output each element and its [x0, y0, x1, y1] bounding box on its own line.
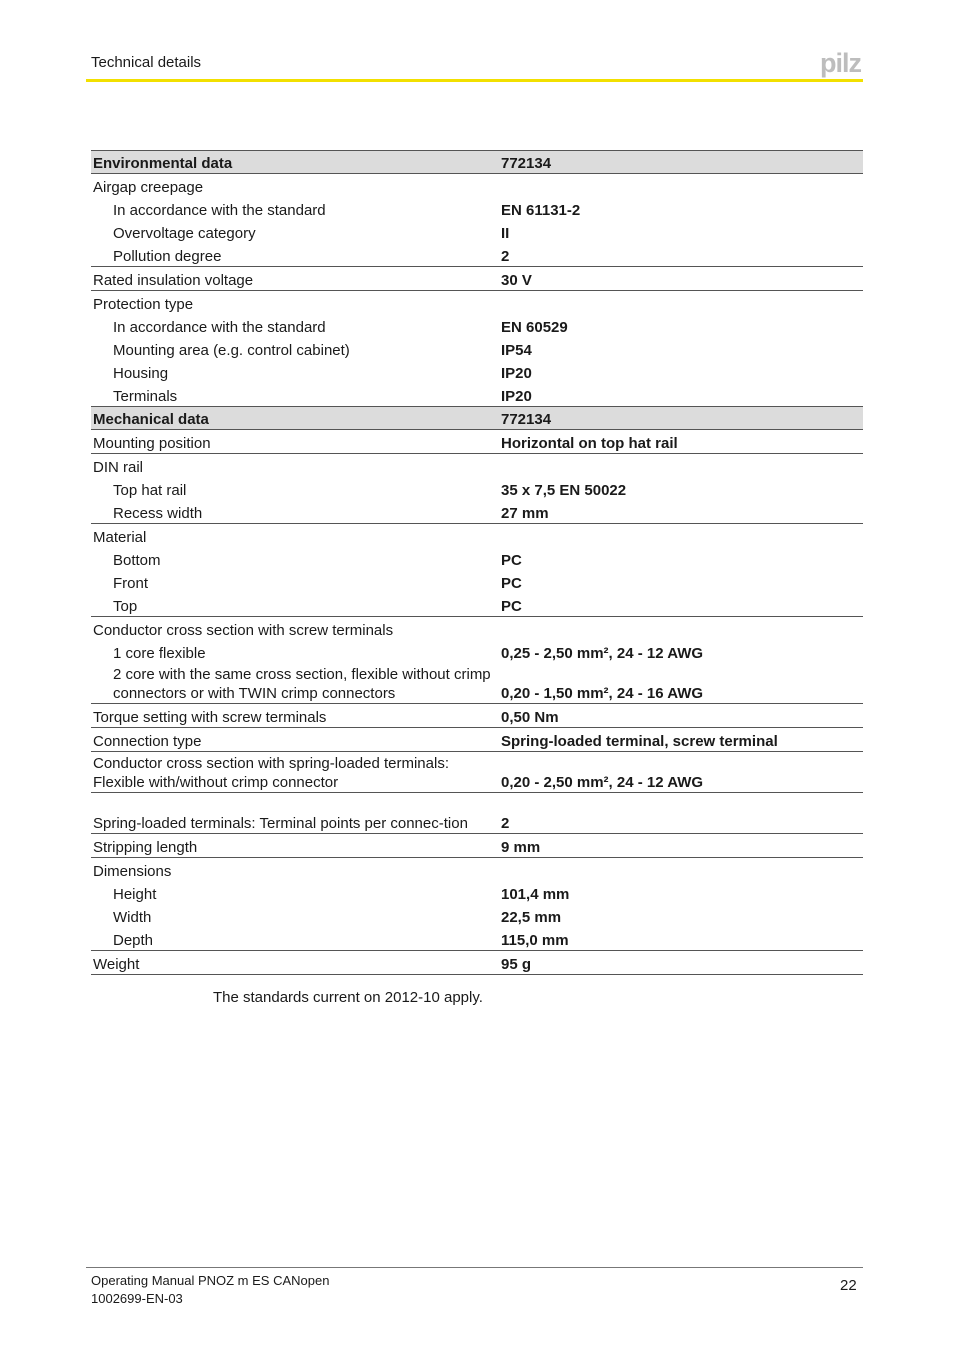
- table-row: [91, 243, 863, 267]
- row-label: Connection type: [91, 728, 499, 752]
- row-value: [499, 524, 863, 548]
- row-label: Conductor cross section with spring-loaded terminals: Flexible with/without crimp connector: [91, 752, 499, 793]
- table-row: [91, 383, 863, 407]
- row-value: 9 mm: [499, 834, 863, 858]
- row-value: 115,0 mm: [501, 932, 569, 949]
- table-row: [91, 752, 863, 793]
- table-row: [91, 291, 863, 315]
- row-label: Spring-loaded terminals: Terminal points per connec-tion: [91, 793, 499, 834]
- table-row: [91, 524, 863, 548]
- table-row: [91, 267, 863, 291]
- row-label: Stripping length: [91, 834, 499, 858]
- row-label: Terminals: [113, 388, 178, 405]
- row-value: 95 g: [499, 951, 863, 975]
- table-row: [91, 728, 863, 752]
- table-row: [91, 454, 863, 478]
- table-row: [91, 197, 863, 220]
- table-row: [91, 858, 863, 882]
- row-label: Top: [113, 598, 138, 615]
- row-value: [499, 291, 863, 315]
- row-value: 101,4 mm: [501, 886, 570, 903]
- row-value: [499, 858, 863, 882]
- row-value: [499, 617, 863, 641]
- page-number: 22: [840, 1277, 857, 1294]
- table-row: [91, 314, 863, 337]
- table-row: [91, 570, 863, 593]
- row-label: DIN rail: [91, 454, 499, 478]
- table-row: [91, 430, 863, 454]
- footer-manual-title: Operating Manual PNOZ m ES CANopen: [91, 1273, 330, 1288]
- table-row: [91, 547, 863, 570]
- row-label: In accordance with the standard: [113, 202, 326, 219]
- row-value: 0,20 - 1,50 mm², 24 - 16 AWG: [501, 685, 704, 702]
- section-column: 772134: [499, 151, 863, 174]
- table-row: [91, 220, 863, 243]
- row-label: 1 core flexible: [113, 645, 206, 662]
- row-value: 2: [499, 793, 863, 834]
- row-value: 22,5 mm: [501, 909, 562, 926]
- row-value: 30 V: [499, 267, 863, 291]
- table-row: [91, 500, 863, 524]
- row-label: Depth: [113, 932, 154, 949]
- table-row: [91, 904, 863, 927]
- table-row: [91, 704, 863, 728]
- row-value: Spring-loaded terminal, screw terminal: [499, 728, 863, 752]
- row-label: Dimensions: [91, 858, 499, 882]
- row-label: Protection type: [91, 291, 499, 315]
- header-rule: [86, 79, 863, 82]
- row-value: 0,50 Nm: [499, 704, 863, 728]
- row-label: Torque setting with screw terminals: [91, 704, 499, 728]
- section-column: 772134: [499, 407, 863, 430]
- row-value: IP20: [501, 388, 532, 405]
- row-value: II: [501, 225, 510, 242]
- section-title: Environmental data: [91, 151, 499, 174]
- row-label: Rated insulation voltage: [91, 267, 499, 291]
- table-row: [91, 337, 863, 360]
- table-row: [91, 477, 863, 500]
- row-value: 0,25 - 2,50 mm², 24 - 12 AWG: [501, 645, 704, 662]
- row-value: [499, 454, 863, 478]
- row-label: Housing: [113, 365, 169, 382]
- row-label: Pollution degree: [113, 248, 222, 265]
- table-row: [91, 927, 863, 951]
- row-value: PC: [501, 598, 522, 615]
- technical-data-table: [91, 150, 863, 975]
- row-label: Top hat rail: [113, 482, 187, 499]
- row-label: Airgap creepage: [93, 179, 204, 196]
- section-header-mechanical: [91, 407, 863, 430]
- row-label: 2 core with the same cross section, flexible without crimp connectors or with TWIN crimp connectors: [113, 666, 491, 702]
- page-header-title: Technical details: [91, 54, 202, 71]
- row-label: In accordance with the standard: [113, 319, 326, 336]
- table-row: [91, 174, 863, 198]
- row-label: Mounting area (e.g. control cabinet): [113, 342, 350, 359]
- row-value: 0,20 - 2,50 mm², 24 - 12 AWG: [499, 752, 863, 793]
- row-label: Width: [113, 909, 152, 926]
- section-title: Mechanical data: [91, 407, 499, 430]
- table-row: [91, 360, 863, 383]
- row-value: 27 mm: [501, 505, 549, 522]
- row-label: Bottom: [113, 552, 161, 569]
- table-row: [91, 593, 863, 617]
- row-label: Material: [91, 524, 499, 548]
- standards-note: The standards current on 2012-10 apply.: [213, 989, 483, 1006]
- footer-rule: [86, 1267, 863, 1268]
- row-value: Horizontal on top hat rail: [501, 435, 678, 452]
- pilz-logo: pilz: [820, 48, 861, 78]
- row-value: 35 x 7,5 EN 50022: [501, 482, 627, 499]
- row-label: Height: [113, 886, 157, 903]
- row-value: PC: [501, 575, 522, 592]
- section-header-environmental: [91, 151, 863, 174]
- table-row: [91, 663, 863, 704]
- row-value: EN 61131-2: [501, 202, 581, 219]
- table-row: [91, 951, 863, 975]
- table-row: [91, 881, 863, 904]
- table-row: [91, 793, 863, 834]
- row-label: Overvoltage category: [113, 225, 256, 242]
- row-label: Weight: [91, 951, 499, 975]
- row-label: Conductor cross section with screw terminals: [91, 617, 499, 641]
- table-row: [91, 640, 863, 663]
- table-row: [91, 834, 863, 858]
- row-label: Recess width: [113, 505, 203, 522]
- row-value: EN 60529: [501, 319, 568, 336]
- row-label: Mounting position: [93, 435, 211, 452]
- row-value: 2: [501, 248, 510, 265]
- table-row: [91, 617, 863, 641]
- row-value: [499, 174, 863, 198]
- row-value: IP20: [501, 365, 532, 382]
- footer-doc-number: 1002699-EN-03: [91, 1291, 183, 1306]
- row-value: PC: [501, 552, 522, 569]
- row-label: Front: [113, 575, 149, 592]
- row-value: IP54: [501, 342, 532, 359]
